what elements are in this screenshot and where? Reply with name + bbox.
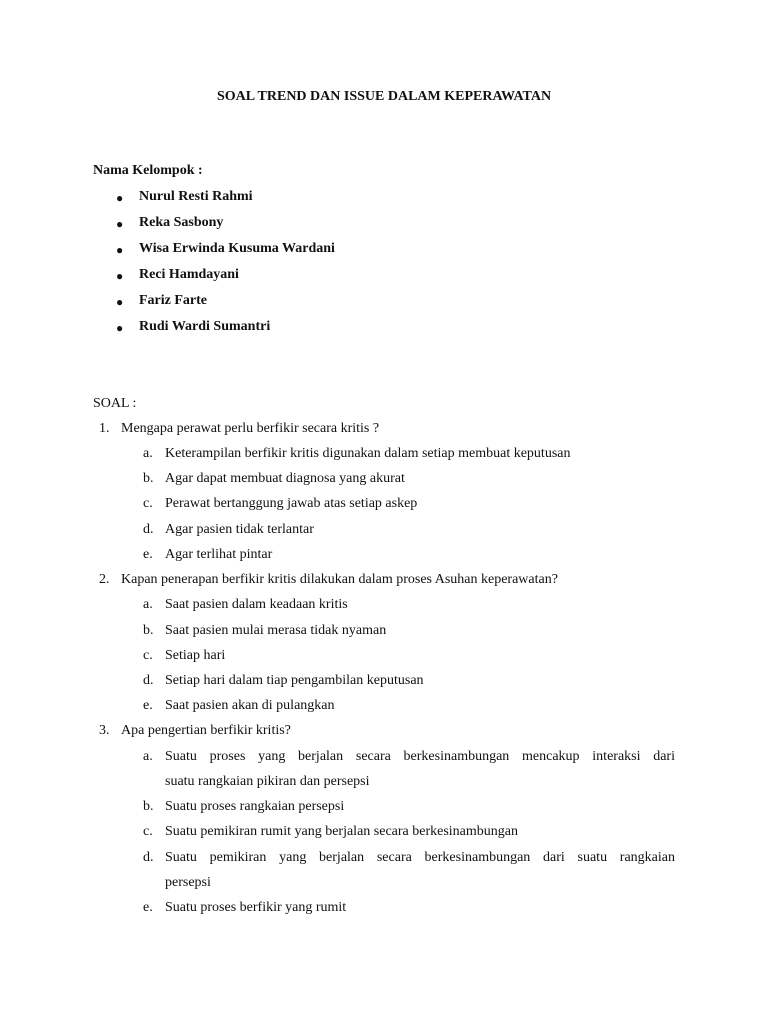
option-letter: c. (143, 824, 153, 839)
question-number: 3. (99, 723, 110, 738)
option-text: Setiap hari dalam tiap pengambilan keputusan (165, 673, 424, 688)
bullet-icon: ● (116, 191, 124, 205)
question-number: 1. (99, 421, 110, 436)
option-text: Saat pasien dalam keadaan kritis (165, 597, 348, 612)
option-text: Suatu pemikiran yang berjalan secara berkesinambungan dari suatu rangkaian (165, 850, 675, 865)
option-text: Keterampilan berfikir kritis digunakan dalam setiap membuat keputusan (165, 446, 571, 461)
option-letter: e. (143, 900, 153, 915)
option-letter: a. (143, 597, 153, 612)
option-letter: d. (143, 522, 154, 537)
option-letter: a. (143, 446, 153, 461)
bullet-icon: ● (116, 243, 124, 257)
member-item: Reci Hamdayani (139, 267, 239, 282)
bullet-icon: ● (116, 217, 124, 231)
soal-label: SOAL : (93, 396, 137, 411)
member-item: Reka Sasbony (139, 215, 224, 230)
option-text: Setiap hari (165, 648, 226, 663)
question-number: 2. (99, 572, 110, 587)
option-letter: b. (143, 471, 154, 486)
option-text: Suatu proses rangkaian persepsi (165, 799, 345, 814)
bullet-icon: ● (116, 321, 124, 335)
option-letter: e. (143, 547, 153, 562)
option-letter: c. (143, 648, 153, 663)
option-text-continuation: persepsi (165, 875, 211, 890)
option-text: Suatu proses yang berjalan secara berkesinambungan mencakup interaksi dari (165, 749, 675, 764)
question-text: Apa pengertian berfikir kritis? (121, 723, 291, 738)
option-text: Suatu proses berfikir yang rumit (165, 900, 347, 915)
page-title: SOAL TREND DAN ISSUE DALAM KEPERAWATAN (216, 89, 552, 104)
option-text: Agar dapat membuat diagnosa yang akurat (165, 471, 405, 486)
member-item: Fariz Farte (139, 293, 208, 308)
member-item: Rudi Wardi Sumantri (139, 319, 271, 334)
bullet-icon: ● (116, 295, 124, 309)
option-letter: d. (143, 850, 154, 865)
option-letter: d. (143, 673, 154, 688)
option-letter: c. (143, 496, 153, 511)
question-text: Kapan penerapan berfikir kritis dilakukan dalam proses Asuhan keperawatan? (121, 572, 558, 587)
option-text: Saat pasien akan di pulangkan (165, 698, 335, 713)
option-text: Suatu pemikiran rumit yang berjalan secara berkesinambungan (165, 824, 518, 839)
member-item: Nurul Resti Rahmi (139, 189, 253, 204)
question-text: Mengapa perawat perlu berfikir secara kritis ? (121, 421, 380, 436)
group-label: Nama Kelompok : (93, 163, 203, 178)
bullet-icon: ● (116, 269, 124, 283)
option-text: Perawat bertanggung jawab atas setiap askep (165, 496, 418, 511)
option-letter: a. (143, 749, 153, 764)
option-letter: b. (143, 623, 154, 638)
option-text: Agar pasien tidak terlantar (165, 522, 314, 537)
option-text-continuation: suatu rangkaian pikiran dan persepsi (165, 774, 370, 789)
option-text: Agar terlihat pintar (165, 547, 273, 562)
option-letter: b. (143, 799, 154, 814)
member-item: Wisa Erwinda Kusuma Wardani (139, 241, 335, 256)
option-letter: e. (143, 698, 153, 713)
option-text: Saat pasien mulai merasa tidak nyaman (165, 623, 387, 638)
